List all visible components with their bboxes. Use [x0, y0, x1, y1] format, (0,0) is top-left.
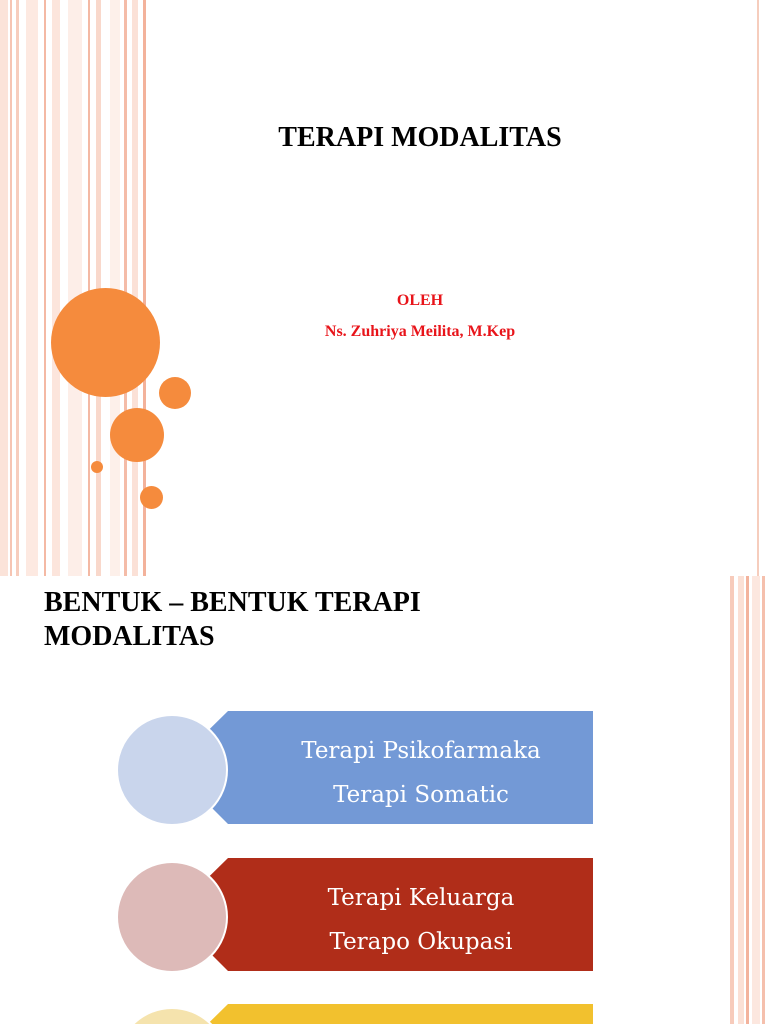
therapy-text-1 — [255, 729, 587, 817]
therapy-label: Terapi Keluarga — [327, 885, 515, 911]
therapy-disk-2 — [116, 861, 228, 973]
therapy-label: Terapi Psikofarmaka — [301, 738, 541, 764]
therapy-item-1 — [113, 711, 593, 829]
therapy-label: Terapi Somatic — [333, 782, 509, 808]
banner-shape-3 — [171, 1004, 593, 1024]
right-edge-line — [757, 0, 759, 576]
therapy-disk-1 — [116, 714, 228, 826]
therapy-item-3 — [113, 1004, 593, 1024]
slide-heading-line1: BENTUK – BENTUK TERAPI — [44, 587, 421, 618]
slide-heading — [44, 586, 684, 654]
large-orange-circle — [51, 288, 160, 397]
medium-orange-circle — [110, 408, 164, 462]
decorative-stripes-right — [730, 576, 768, 1024]
therapy-item-2 — [113, 858, 593, 976]
tiny-orange-circle — [91, 461, 103, 473]
therapy-text-2 — [255, 876, 587, 964]
author-block — [170, 285, 670, 347]
small-orange-circle-bottom — [140, 486, 163, 509]
author-prefix: OLEH — [396, 292, 444, 309]
therapy-label: Terapo Okupasi — [329, 929, 513, 955]
decorative-stripes — [0, 0, 148, 576]
small-orange-circle — [159, 377, 191, 409]
author-name: Ns. Zuhriya Meilita, M.Kep — [324, 323, 516, 340]
slide-title: TERAPI MODALITAS — [278, 122, 562, 153]
content-slide — [0, 576, 768, 1024]
slide-heading-line2: MODALITAS — [44, 621, 215, 652]
